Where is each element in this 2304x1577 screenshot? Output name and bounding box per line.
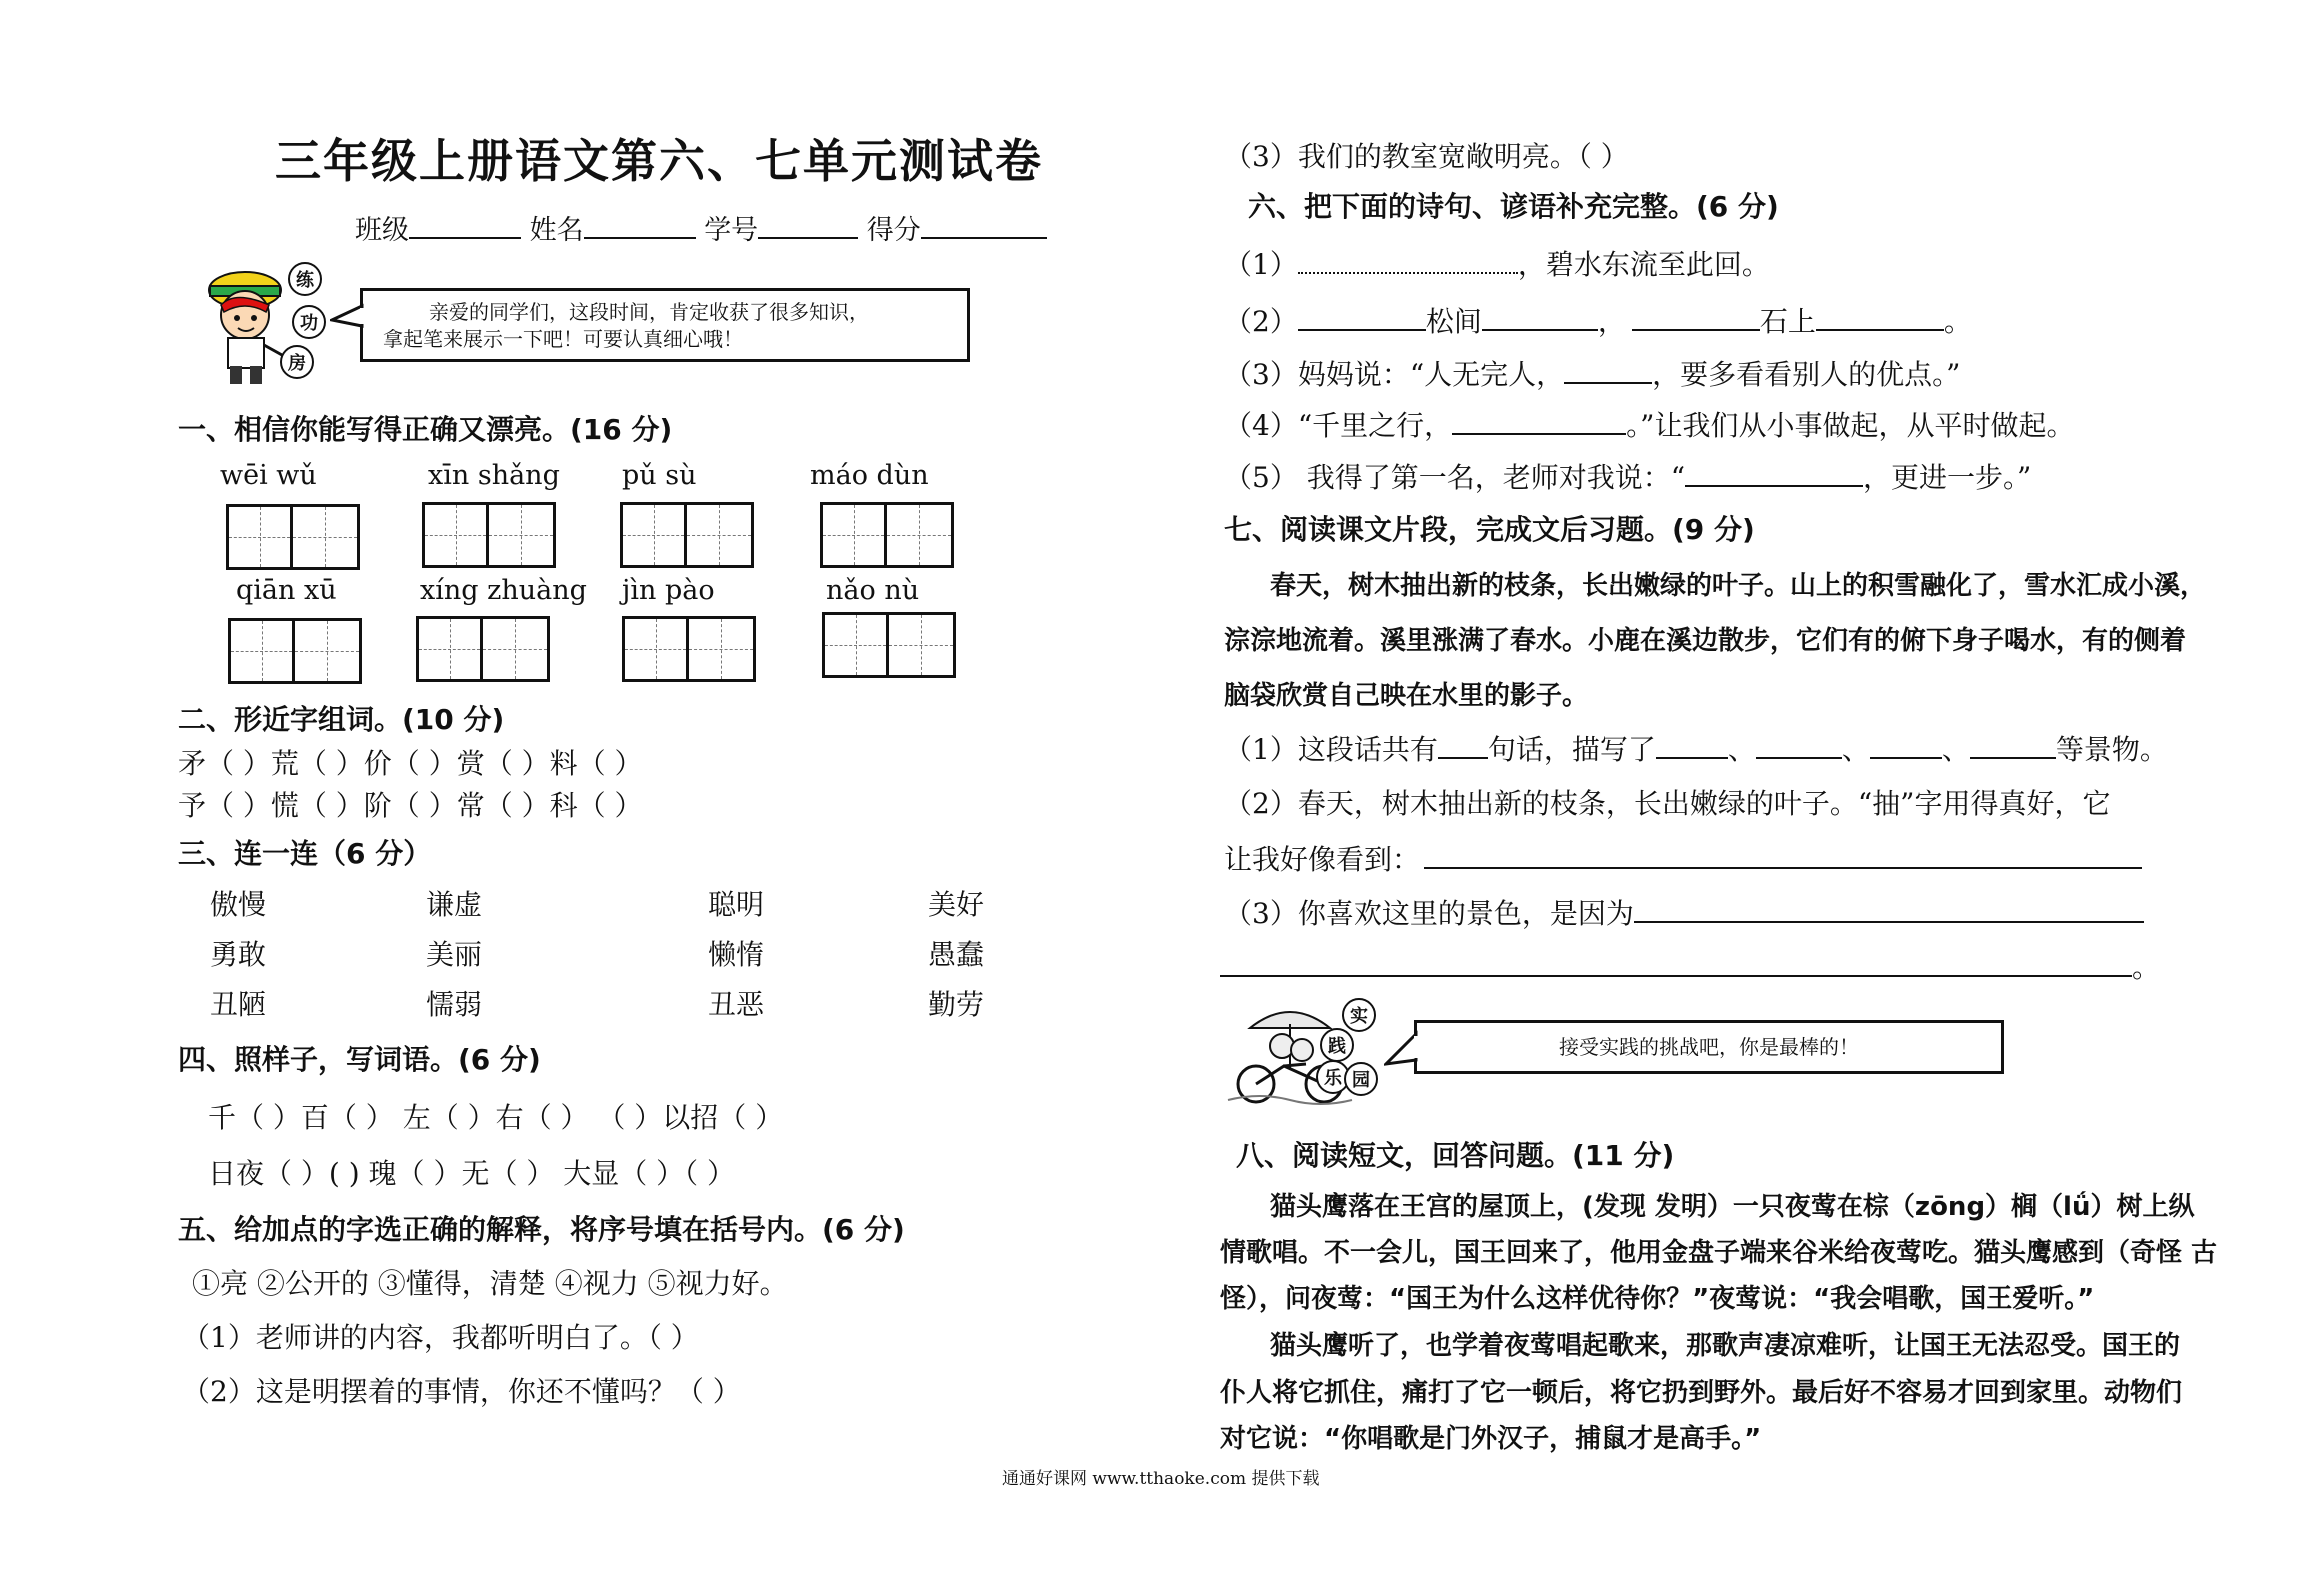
s6-q2-blank-2[interactable] [1482,303,1598,331]
s8-para-1-line-2: 情歌唱。不一会儿，国王回来了，他用金盘子端来谷米给夜莺吃。猫头鹰感到（奇怪 古 [1220,1238,2218,1268]
class-field[interactable] [409,211,521,239]
writing-grid-4[interactable] [820,502,954,568]
s6-q3-blank[interactable] [1564,356,1652,384]
s7-q1-part-a: （1）这段话共有 [1224,733,1438,766]
match-col-2[interactable] [426,880,482,1030]
s6-q5-prefix: （5） 我得了第一名，老师对我说：“ [1224,461,1686,494]
s6-q1-prefix: （1） [1224,248,1298,281]
badge-lian: 练 [288,262,322,296]
s7-q1-blank-2[interactable] [1756,731,1842,759]
s6-question-3[interactable] [1224,353,1960,393]
s7-question-3[interactable] [1224,892,2144,932]
s7-paragraph-line-1: 春天，树木抽出新的枝条，长出嫩绿的叶子。山上的积雪融化了，雪水汇成小溪， [1270,571,2207,601]
footer-source: 通通好课网 www.tthaoke.com 提供下载 [1002,1469,1320,1489]
match-col-4[interactable] [928,880,984,1030]
s6-q4-prefix: （4）“千里之行， [1224,409,1453,442]
match-word[interactable]: 谦虚 [426,888,483,921]
match-word[interactable]: 勤劳 [928,988,985,1021]
match-word[interactable]: 丑陋 [210,988,267,1021]
match-word[interactable]: 美好 [928,888,985,921]
bubble-tail-mid [1384,1030,1418,1074]
s7-q1-blank-3[interactable] [1870,731,1942,759]
s6-q1-suffix: ，碧水东流至此回。 [1517,248,1770,281]
s6-q4-suffix: 。”让我们从小事做起，从平时做起。 [1626,409,2075,442]
s7-q3-answer-line-1[interactable] [1634,895,2144,923]
pinyin-r1-4: máo dùn [810,460,929,491]
writing-grid-3[interactable] [620,502,754,568]
badge-shi: 实 [1342,998,1376,1032]
s5-question-1[interactable]: （1）老师讲的内容，我都听明白了。（ ） [182,1321,699,1354]
s6-q2-blank-4[interactable] [1816,303,1944,331]
pinyin-r2-4: nǎo nù [826,575,920,606]
s5-options: ①亮 ②公开的 ③懂得，清楚 ④视力 ⑤视力好。 [192,1267,788,1300]
pinyin-r2-1: qiān xū [236,575,337,606]
s7-q2-prompt: 让我好像看到： [1224,843,1421,876]
s7-paragraph-line-3: 脑袋欣赏自己映在水里的影子。 [1224,681,1589,711]
writing-grid-7[interactable] [622,616,756,682]
match-word[interactable]: 懦弱 [426,988,483,1021]
s6-q2-end: 。 [1943,305,1972,338]
s6-q2-mid-2: 石上 [1759,305,1816,338]
s6-question-1[interactable] [1224,243,1770,283]
s7-q1-sep: 、 [1727,733,1756,766]
s7-q2-answer-line[interactable] [1424,841,2142,869]
section-1-title: 一、相信你能写得正确又漂亮。(16 分) [178,413,673,446]
s8-para-1-line-3: 怪），问夜莺：“国王为什么这样优待你？”夜莺说：“我会唱歌，国王爱听。” [1220,1284,2095,1314]
pinyin-r2-2: xíng zhuàng [420,575,587,606]
s4-line-1[interactable]: 千（ ）百（ ） 左（ ）右（ ） （ ）以招（ ） [208,1101,784,1134]
section-6-title: 六、把下面的诗句、谚语补充完整。(6 分) [1248,190,1779,223]
class-label: 班级 [355,215,409,246]
match-word[interactable]: 美丽 [426,938,483,971]
speech-bubble-top [360,288,970,362]
name-field[interactable] [584,211,696,239]
s7-q1-end: 等景物。 [2055,733,2168,766]
student-info-row [355,208,1047,247]
number-label: 学号 [704,215,759,246]
s7-q1-part-b: 句话，描写了 [1487,733,1656,766]
s7-q1-blank-4[interactable] [1970,731,2056,759]
s7-q1-blank-1[interactable] [1656,731,1728,759]
s6-q2-prefix: （2） [1224,305,1298,338]
s7-question-2-line-1: （2）春天，树木抽出新的枝条，长出嫩绿的叶子。“抽”字用得真好，它 [1224,787,2111,820]
s6-q1-blank[interactable] [1298,246,1518,274]
match-word[interactable]: 聪明 [708,888,765,921]
section-3-title: 三、连一连（6 分） [178,837,432,870]
s8-para-2-line-1: 猫头鹰听了，也学着夜莺唱起歌来，那歌声凄凉难听，让国王无法忍受。国王的 [1270,1331,2181,1361]
s6-q2-blank-3[interactable] [1632,303,1760,331]
match-col-3[interactable] [708,880,764,1030]
writing-grid-1[interactable] [226,504,360,570]
badge-jian: 践 [1320,1028,1354,1062]
pinyin-r1-3: pǔ sù [622,460,697,491]
match-word[interactable]: 丑恶 [708,988,765,1021]
s7-question-1[interactable] [1224,728,2168,768]
s5-question-3[interactable]: （3）我们的教室宽敞明亮。（ ） [1224,140,1629,173]
s6-q5-suffix: ，更进一步。” [1863,461,2032,494]
match-word[interactable]: 傲慢 [210,888,267,921]
s7-q1-blank-count[interactable] [1438,731,1488,759]
match-word[interactable]: 勇敢 [210,938,267,971]
s6-question-5[interactable] [1224,456,2031,496]
s8-para-2-line-3: 对它说：“你唱歌是门外汉子，捕鼠才是高手。” [1220,1424,1762,1454]
s6-q3-prefix: （3）妈妈说：“人无完人， [1224,358,1565,391]
s7-question-3-line-2[interactable] [1220,946,2160,986]
s4-line-2[interactable]: 日夜（ ）( ) 瑰（ ）无（ ） 大显（ ）（ ） [208,1157,736,1190]
match-word[interactable]: 愚蠢 [928,938,985,971]
s7-q3-prompt: （3）你喜欢这里的景色，是因为 [1224,897,1634,930]
bubble-line-1: 亲爱的同学们，这段时间，肯定收获了很多知识， [429,300,869,324]
s6-q2-mid-1: 松间 [1425,305,1482,338]
pinyin-r1-1: wēi wǔ [220,460,317,491]
s7-q1-sep: 、 [1941,733,1970,766]
s6-q3-suffix: ，要多看看别人的优点。” [1652,358,1961,391]
s8-para-1-line-1: 猫头鹰落在王宫的屋顶上，(发现 发明）一只夜莺在棕（zōng）榈（lǘ）树上纵 [1270,1192,2195,1222]
s7-q3-end: 。 [2132,951,2161,984]
s2-line-2[interactable]: 予（ ）慌（ ）阶（ ）常（ ）科（ ） [178,789,643,822]
badge-fang: 房 [280,345,314,379]
section-7-title: 七、阅读课文片段，完成文后习题。(9 分) [1224,513,1755,546]
bubble-tail-top [330,302,364,336]
score-label: 得分 [866,215,921,246]
s2-line-1[interactable]: 矛（ ）荒（ ）价（ ）赏（ ）料（ ） [178,747,643,780]
writing-grid-2[interactable] [422,502,556,568]
writing-grid-5[interactable] [228,618,362,684]
s6-q5-blank[interactable] [1685,459,1863,487]
badge-yuan: 园 [1344,1062,1378,1096]
section-5-title: 五、给加点的字选正确的解释，将序号填在括号内。(6 分) [178,1213,905,1246]
section-4-title: 四、照样子，写词语。(6 分) [178,1043,541,1076]
s7-q3-answer-line-2[interactable] [1220,949,2132,977]
s5-question-2[interactable]: （2）这是明摆着的事情，你还不懂吗？（ ） [182,1375,741,1408]
section-2-title: 二、形近字组词。(10 分) [178,703,505,736]
name-label: 姓名 [529,215,584,246]
s6-q2-blank-1[interactable] [1298,303,1426,331]
score-field[interactable] [921,211,1047,239]
match-col-1[interactable] [210,880,266,1030]
writing-grid-6[interactable] [416,616,550,682]
s6-q2-comma: ， [1597,305,1626,338]
s7-paragraph-line-2: 淙淙地流着。溪里涨满了春水。小鹿在溪边散步，它们有的俯下身子喝水，有的侧着 [1224,626,2187,656]
number-field[interactable] [758,211,858,239]
writing-grid-8[interactable] [822,612,956,678]
speech-bubble-mid: 接受实践的挑战吧，你是最棒的！ [1414,1020,2004,1074]
bubble-line-2: 拿起笔来展示一下吧！可要认真细心哦！ [383,327,743,351]
s6-question-4[interactable] [1224,404,2074,444]
match-word[interactable]: 懒惰 [708,938,765,971]
section-8-title: 八、阅读短文，回答问题。(11 分) [1236,1139,1675,1172]
s8-para-2-line-2: 仆人将它抓住，痛打了它一顿后，将它扔到野外。最后好不容易才回到家里。动物们 [1220,1378,2183,1408]
s6-question-2[interactable] [1224,300,1972,340]
badge-le: 乐 [1316,1060,1350,1094]
pinyin-r2-3: jìn pào [622,575,715,606]
pinyin-r1-2: xīn shǎng [428,460,560,491]
s7-q1-sep: 、 [1841,733,1870,766]
page-title: 三年级上册语文第六、七单元测试卷 [275,134,1043,188]
badge-gong: 功 [292,305,326,339]
s6-q4-blank[interactable] [1452,407,1626,435]
s7-question-2-line-2[interactable] [1224,838,2142,878]
